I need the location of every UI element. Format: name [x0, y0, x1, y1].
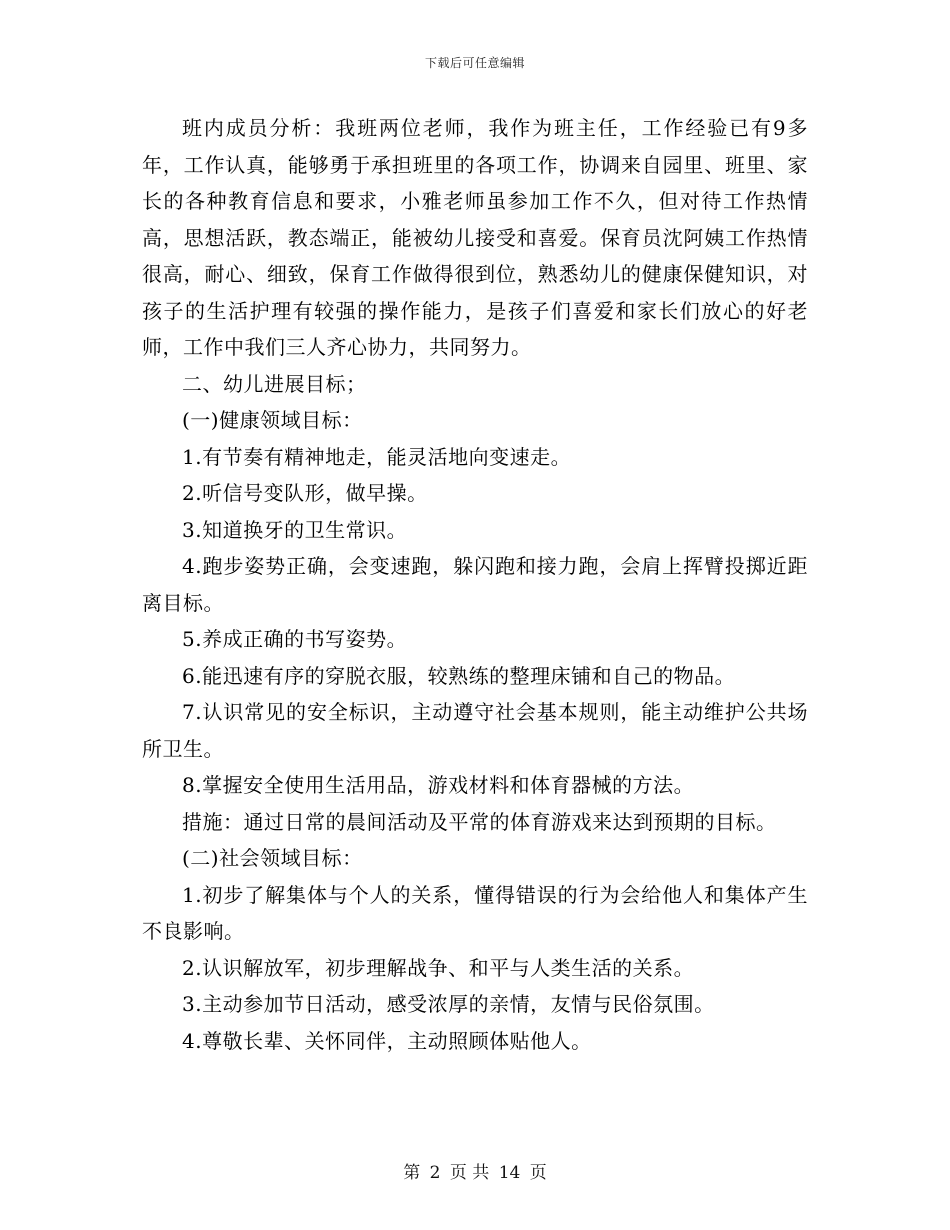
list-item: 3.知道换牙的卫生常识。	[182, 517, 408, 542]
footer-suffix: 页	[529, 1163, 547, 1183]
footer-middle: 页 共	[449, 1163, 490, 1183]
page-footer	[0, 1158, 950, 1183]
page-header-note: 下载后可任意编辑	[424, 56, 525, 70]
footer-prefix: 第	[403, 1163, 421, 1183]
document-body	[142, 110, 808, 1059]
section-heading-goals: 二、幼儿进展目标；	[182, 371, 367, 396]
list-item: 2.认识解放军，初步理解战争、和平与人类生活的关系。	[182, 955, 695, 980]
subheading-social: (二)社会领域目标：	[182, 846, 363, 870]
paragraph-staff-analysis: 班内成员分析：我班两位老师，我作为班主任，工作经验已有9多年，工作认真，能够勇于承担班里的各项工作，协调来自园里、班里、家长的各种教育信息和要求，小雅老师虽参加工作不久，但对待工作热情高，思想活跃，教态端正，能被幼儿接受和喜爱。保育员沈阿姨工作热情很高，耐心、细致，保育工作做得很到位，熟悉幼儿的健康保健知识，对孩子的生活护理有较强的操作能力，是孩子们喜爱和家长们放心的好老师，工作中我们三人齐心协力，共同努力。	[142, 116, 808, 359]
subheading-health: (一)健康领域目标：	[182, 408, 363, 432]
measures-paragraph: 措施：通过日常的晨间活动及平常的体育游戏来达到预期的目标。	[182, 809, 777, 834]
list-item: 1.有节奏有精神地走，能灵活地向变速走。	[182, 444, 572, 469]
list-item: 4.尊敬长辈、关怀同伴，主动照顾体贴他人。	[182, 1028, 592, 1053]
list-item: 7.认识常见的安全标识，主动遵守社会基本规则，能主动维护公共场所卫生。	[142, 700, 808, 761]
list-item: 3.主动参加节日活动，感受浓厚的亲情，友情与民俗氛围。	[182, 992, 715, 1016]
footer-total-pages: 14	[498, 1163, 521, 1183]
list-item: 4.跑步姿势正确，会变速跑，躲闪跑和接力跑，会肩上挥臂投掷近距离目标。	[142, 554, 808, 615]
list-item: 6.能迅速有序的穿脱衣服，较熟练的整理床铺和自己的物品。	[182, 663, 736, 688]
list-item: 5.养成正确的书写姿势。	[182, 627, 408, 651]
list-item: 2.听信号变队形，做早操。	[182, 481, 428, 505]
list-item: 8.掌握安全使用生活用品，游戏材料和体育器械的方法。	[182, 773, 695, 797]
list-item: 1.初步了解集体与个人的关系，懂得错误的行为会给他人和集体产生不良影响。	[142, 882, 808, 943]
footer-page-number: 2	[429, 1163, 441, 1183]
